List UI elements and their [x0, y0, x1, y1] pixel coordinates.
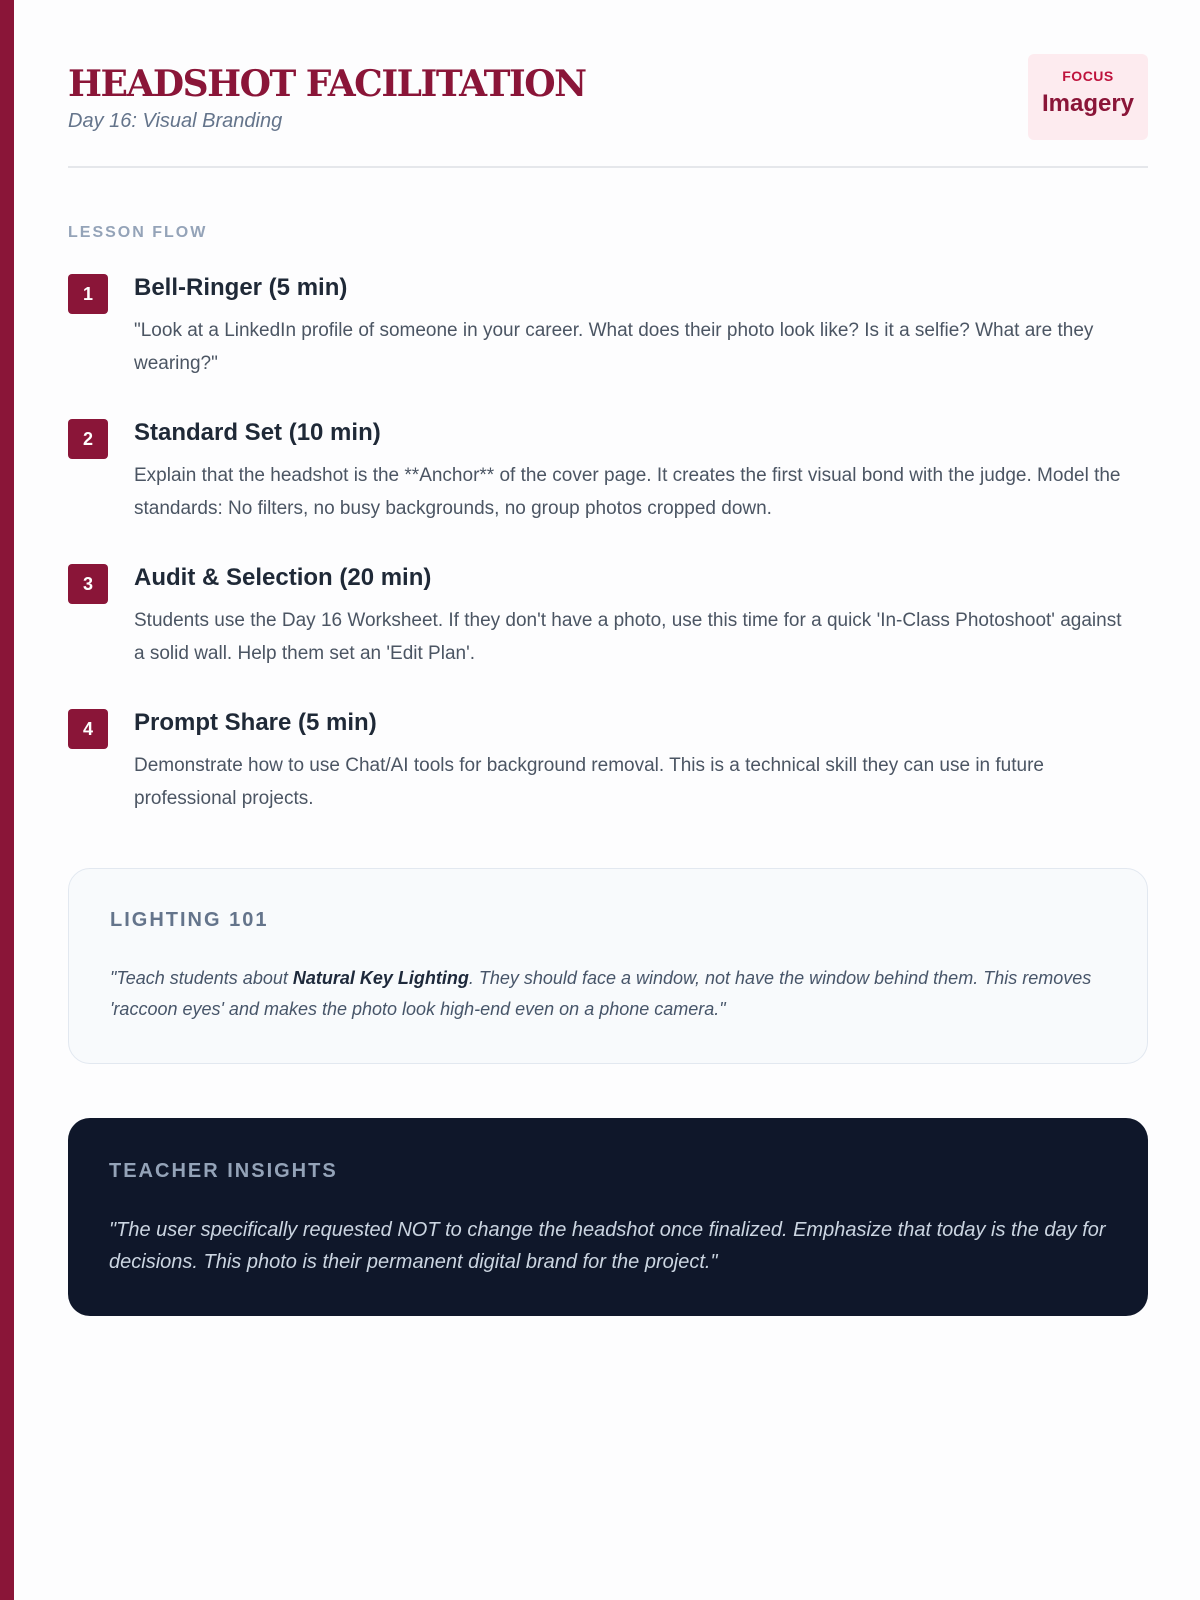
- lighting-key-term: Natural Key Lighting: [292, 968, 469, 988]
- step-title: Bell-Ringer (5 min): [134, 274, 348, 301]
- step-description: "Look at a LinkedIn profile of someone in your career. What does their photo look like? Is it a selfie? What are they wearing?": [134, 320, 1094, 374]
- insights-text: "The user specifically requested NOT to change the headshot once finalized. Emphasize that today is the day for decisions. This photo is their permanent digital brand for the project.": [109, 1219, 1106, 1273]
- step-description: Explain that the headshot is the **Anchor** of the cover page. It creates the first visual bond with the judge. Model the standards: No filters, no busy backgrounds, no group photos cropped down.: [134, 465, 1121, 519]
- lighting-label: LIGHTING 101: [110, 909, 269, 931]
- step-title: Standard Set (10 min): [134, 419, 381, 446]
- lesson-step: [68, 707, 1148, 852]
- step-title: Audit & Selection (20 min): [134, 564, 432, 591]
- step-number-badge: 4: [68, 709, 108, 749]
- page-subtitle: Day 16: Visual Branding: [68, 110, 283, 132]
- lesson-step: [68, 562, 1148, 707]
- page: [68, 0, 1148, 1273]
- step-description: Students use the Day 16 Worksheet. If they don't have a photo, use this time for a quick 'In-Class Photoshoot' against a solid wall. Help them set an 'Edit Plan'.: [134, 610, 1122, 664]
- step-title: Prompt Share (5 min): [134, 709, 377, 736]
- lighting-text: [110, 963, 1110, 1025]
- header: [68, 0, 1148, 168]
- focus-badge: [1028, 54, 1148, 140]
- lighting-text-start: "Teach students about: [110, 968, 293, 988]
- lesson-step: [68, 272, 1148, 417]
- step-number-badge: 3: [68, 564, 108, 604]
- step-number-badge: 1: [68, 274, 108, 314]
- lighting-text-end: . They should face a window, not have the window behind them. This removes 'raccoon eyes' and makes the photo look high-end even on a phone camera.": [110, 968, 1092, 1019]
- lesson-flow-list: [68, 272, 1148, 852]
- teacher-insights-card: [68, 1118, 1148, 1316]
- step-number-badge: 2: [68, 419, 108, 459]
- accent-bar: [0, 0, 14, 1600]
- insights-label: TEACHER INSIGHTS: [109, 1160, 338, 1182]
- focus-value: Imagery: [1041, 90, 1135, 117]
- focus-label: FOCUS: [1062, 68, 1114, 84]
- lesson-step: [68, 417, 1148, 562]
- lesson-flow-label: LESSON FLOW: [68, 224, 208, 241]
- lighting-card: [68, 868, 1148, 1064]
- page-title: HEADSHOT FACILITATION: [68, 63, 586, 105]
- step-description: Demonstrate how to use Chat/AI tools for background removal. This is a technical skill they can use in future professional projects.: [134, 755, 1044, 809]
